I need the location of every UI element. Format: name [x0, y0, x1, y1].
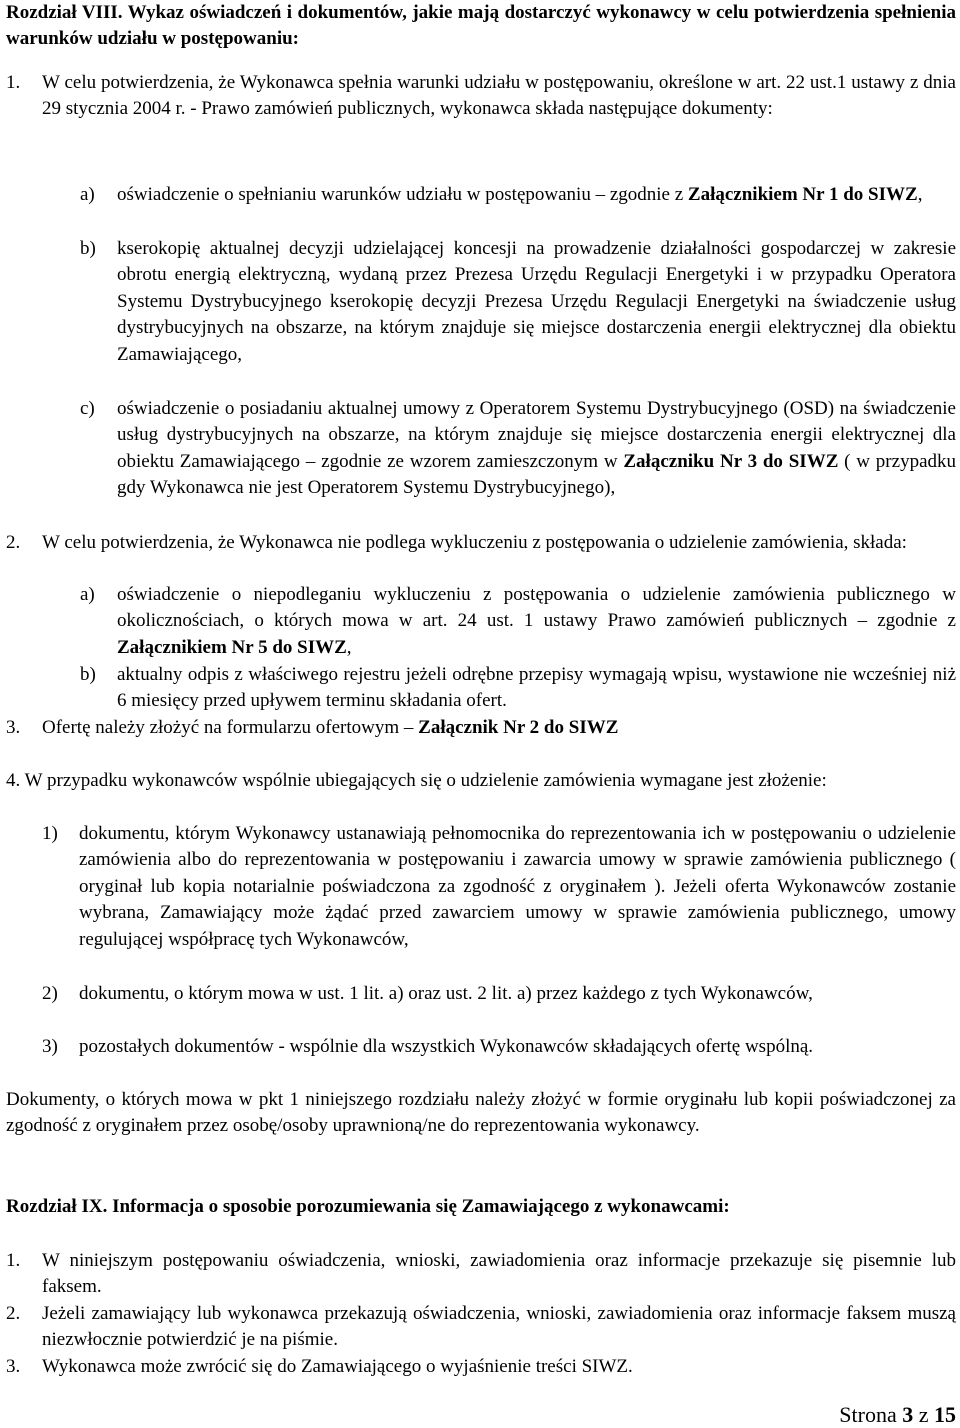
- item-2-b: [80, 662, 956, 715]
- chapter-8-heading: Rozdział VIII. Wykaz oświadczeń i dokumentów, jakie mają dostarczyć wykonawcy w celu potwierdzenia spełnienia warunków udziału w postępowaniu:: [6, 2, 956, 50]
- page-number-separator: z: [913, 1402, 934, 1427]
- page-number-prefix: Strona: [839, 1402, 903, 1427]
- page-number-current: 3: [902, 1402, 914, 1427]
- item-2: [6, 530, 956, 556]
- chapter-9-item-2-text: Jeżeli zamawiający lub wykonawca przekazują oświadczenia, wnioski, zawiadomienia oraz informacje faksem muszą niezwłocznie potwierdzić je na piśmie.: [42, 1303, 956, 1351]
- item-3: [6, 715, 956, 741]
- item-1-c-label: c): [80, 398, 95, 419]
- item-1-a-text: oświadczenie o spełnianiu warunków udziału w postępowaniu – zgodnie z: [117, 184, 688, 205]
- item-1-b-text: kserokopię aktualnej decyzji udzielającej koncesji na prowadzenie działalności gospodarczej w zakresie obrotu energią elektryczną, wydaną przez Prezesa Urzędu Regulacji Energetyki i w przypadku Operatora Systemu Dystrybucyjnego kserokopię decyzji Prezesa Urzędu Regulacji Energetyki na świadczenie usług dystrybucyjnych na obszarze, na którym znajduje się miejsce dostarczenia energii elektrycznej dla obiektu Zamawiającego,: [117, 238, 956, 365]
- item-4-point-1-label: 1): [42, 823, 58, 844]
- item-1-a-end: ,: [917, 184, 923, 205]
- chapter-9-item-3: [6, 1354, 956, 1380]
- page-number-total: 15: [934, 1402, 956, 1427]
- chapter-9-heading: Rozdział IX. Informacja o sposobie porozumiewania się Zamawiającego z wykonawcami:: [6, 1196, 730, 1217]
- item-1-number: 1.: [6, 72, 21, 93]
- item-2-text: W celu potwierdzenia, że Wykonawca nie podlega wykluczeniu z postępowania o udzielenie zamówienia, składa:: [42, 532, 907, 553]
- item-2-a-attachment: Załącznikiem Nr 5 do SIWZ: [117, 636, 347, 658]
- item-1-a-attachment: Załącznikiem Nr 1 do SIWZ: [687, 184, 918, 205]
- item-4-point-2-text: dokumentu, o którym mowa w ust. 1 lit. a) oraz ust. 2 lit. a) przez każdego z tych Wykonawców,: [79, 983, 813, 1004]
- item-4-point-2-label: 2): [42, 983, 58, 1004]
- chapter-9-item-1-text: W niniejszym postępowaniu oświadczenia, wnioski, zawiadomienia oraz informacje przekazuje się pisemnie lub faksem.: [42, 1250, 956, 1298]
- item-1-a-label: a): [80, 184, 95, 205]
- item-2-a-end: ,: [346, 636, 352, 658]
- item-3-attachment: Załącznik Nr 2 do SIWZ: [418, 717, 619, 738]
- item-4-point-3: [42, 1034, 956, 1060]
- chapter-9-item-1-number: 1.: [6, 1250, 21, 1271]
- item-1-c-end: ( w przypadku gdy Wykonawca nie jest Operatorem Systemu Dystrybucyjnego),: [117, 450, 957, 499]
- item-2-a-text: oświadczenie o niepodleganiu wykluczeniu z postępowania o udzielenie zamówienia publicznego w okolicznościach, o których mowa w art. 24 ust. 1 ustawy Prawo zamówień publicznych – zgodnie z: [117, 584, 956, 632]
- chapter-9-item-3-text: Wykonawca może zwrócić się do Zamawiającego o wyjaśnienie treści SIWZ.: [42, 1356, 633, 1377]
- item-1-a: [80, 182, 956, 208]
- item-1-c: [80, 396, 956, 502]
- item-1-b: [80, 236, 956, 368]
- item-1-text: W celu potwierdzenia, że Wykonawca spełnia warunki udziału w postępowaniu, określone w art. 22 ust.1 ustawy z dnia 29 stycznia 2004 r. - Prawo zamówień publicznych, wykonawca składa następujące dokumenty:: [42, 72, 956, 120]
- item-4: 4. W przypadku wykonawców wspólnie ubiegających się o udzielenie zamówienia wymagane jest złożenie:: [6, 770, 827, 791]
- item-1-c-attachment: Załączniku Nr 3 do SIWZ: [623, 450, 839, 472]
- documents-closing-paragraph: Dokumenty, o których mowa w pkt 1 niniejszego rozdziału należy złożyć w formie oryginału lub kopii poświadczonej za zgodność z oryginałem przez osobę/osoby uprawnioną/ne do reprezentowania wykonawcy.: [6, 1089, 956, 1137]
- item-1: [6, 70, 956, 123]
- item-2-a: [80, 582, 956, 661]
- item-4-point-2: [42, 981, 956, 1007]
- chapter-9-item-1: [6, 1248, 956, 1301]
- item-2-number: 2.: [6, 532, 21, 553]
- item-4-point-3-label: 3): [42, 1036, 58, 1057]
- item-2-b-text: aktualny odpis z właściwego rejestru jeżeli odrębne przepisy wymagają wpisu, wystawione nie wcześniej niż 6 miesięcy przed upływem terminu składania ofert.: [117, 664, 956, 712]
- item-4-point-1: [42, 821, 956, 953]
- item-2-a-label: a): [80, 584, 95, 605]
- item-4-point-3-text: pozostałych dokumentów - wspólnie dla wszystkich Wykonawców składających ofertę wspólną.: [79, 1036, 814, 1057]
- item-3-text: Ofertę należy złożyć na formularzu ofertowym –: [42, 717, 419, 738]
- chapter-9-item-2-number: 2.: [6, 1303, 21, 1324]
- item-4-point-1-text: dokumentu, którym Wykonawcy ustanawiają pełnomocnika do reprezentowania ich w postępowaniu o udzielenie zamówienia albo do reprezentowania w postępowaniu i zawarcia umowy w sprawie zamówienia publicznego ( oryginał lub kopia notarialnie poświadczona za zgodność z oryginałem ). Jeżeli oferta Wykonawców zostanie wybrana, Zamawiający może żądać przed zawarciem umowy w sprawie zamówienia publicznego, umowy regulującej współpracę tych Wykonawców,: [79, 823, 956, 950]
- item-1-b-label: b): [80, 238, 96, 259]
- chapter-9-item-3-number: 3.: [6, 1356, 21, 1377]
- item-3-number: 3.: [6, 717, 21, 738]
- item-2-b-label: b): [80, 664, 96, 685]
- chapter-9-item-2: [6, 1301, 956, 1354]
- item-1-c-text: oświadczenie o posiadaniu aktualnej umowy z Operatorem Systemu Dystrybucyjnego (OSD) na świadczenie usług dystrybucyjnych na obszarze, na którym znajduje się miejsce dostarczenia energii elektrycznej dla obiektu Zamawiającego – zgodnie ze wzorem zamieszczonym w: [117, 398, 956, 472]
- page-number: [839, 1402, 956, 1428]
